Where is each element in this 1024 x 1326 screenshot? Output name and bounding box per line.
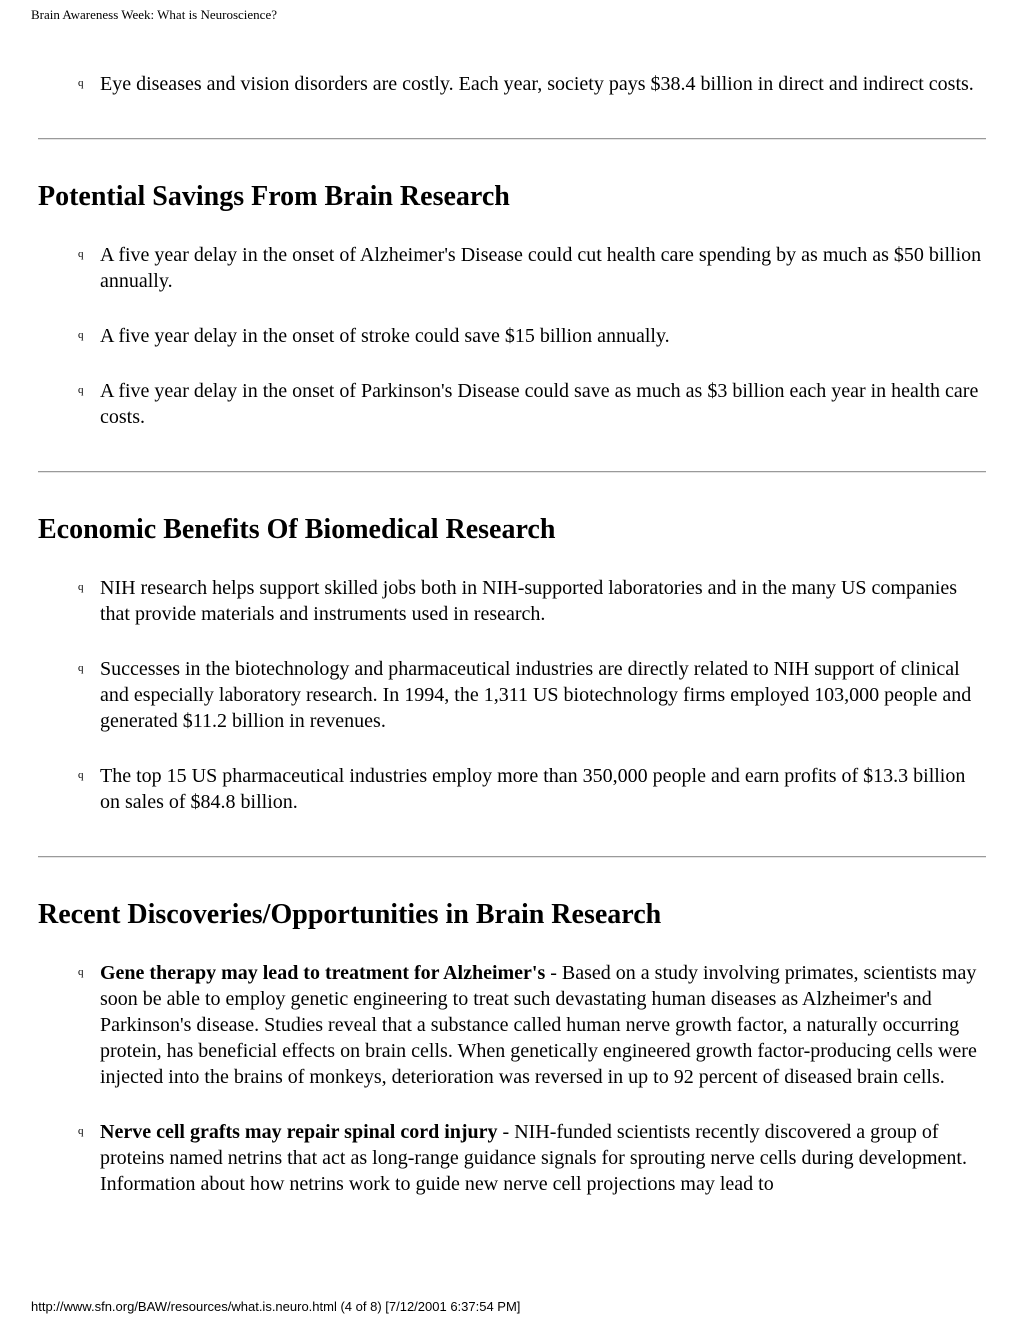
list-item: [38, 1119, 986, 1197]
list-item: [38, 763, 986, 815]
list-item: [38, 242, 986, 294]
bullet-text: [100, 1121, 967, 1195]
bullet-icon: q: [78, 329, 84, 341]
section-divider: [38, 856, 986, 858]
discovery-description: - NIH-funded scientists recently discovered a group of proteins named netrins that act as long-range guidance signals for sprouting nerve cells during development. Information about how netrins work to guide new nerve cell projections may lead to: [100, 1121, 967, 1195]
section-heading-potential-savings: Potential Savings From Brain Research: [38, 181, 510, 212]
bullet-icon: q: [78, 966, 84, 978]
list-item: [38, 575, 986, 627]
bullet-icon: q: [78, 1125, 84, 1137]
bullet-text: The top 15 US pharmaceutical industries employ more than 350,000 people and earn profits of $13.3 billion on sales of $84.8 billion.: [100, 765, 966, 813]
bullet-icon: q: [78, 384, 84, 396]
bullet-text: Successes in the biotechnology and pharmaceutical industries are directly related to NIH support of clinical and especially laboratory research. In 1994, the 1,311 US biotechnology firms employed 103,000 people and generated $11.2 billion in revenues.: [100, 658, 972, 732]
list-item: [38, 71, 986, 97]
bullet-text: [100, 962, 977, 1088]
discovery-description: - Based on a study involving primates, scientists may soon be able to employ genetic engineering to treat such devastating human diseases as Alzheimer's and Parkinson's disease. Studies reveal that a substance called human nerve growth factor, a naturally occurring protein, has beneficial effects on brain cells. When genetically engineered growth factor-producing cells were injected into the brains of monkeys, deterioration was reversed in up to 92 percent of diseased brain cells.: [100, 962, 977, 1088]
page-header-title: Brain Awareness Week: What is Neuroscience?: [31, 7, 277, 22]
section-heading-recent-discoveries: Recent Discoveries/Opportunities in Brain Research: [38, 899, 662, 930]
economic-benefits-list: [38, 575, 986, 815]
bullet-icon: q: [78, 662, 84, 674]
bullet-text: Eye diseases and vision disorders are costly. Each year, society pays $38.4 billion in direct and indirect costs.: [100, 73, 974, 95]
discovery-title: Gene therapy may lead to treatment for Alzheimer's: [100, 962, 546, 984]
intro-bullet-list: [38, 71, 986, 97]
discovery-title: Nerve cell grafts may repair spinal cord injury: [100, 1121, 498, 1143]
document-body: [38, 71, 986, 1197]
list-item: [38, 378, 986, 430]
bullet-icon: q: [78, 769, 84, 781]
potential-savings-list: [38, 242, 986, 430]
bullet-text: A five year delay in the onset of stroke could save $15 billion annually.: [100, 325, 670, 347]
bullet-text: NIH research helps support skilled jobs both in NIH-supported laboratories and in the many US companies that provide materials and instruments used in research.: [100, 577, 958, 625]
section-heading-economic-benefits: Economic Benefits Of Biomedical Research: [38, 514, 556, 545]
section-divider: [38, 138, 986, 140]
bullet-icon: q: [78, 581, 84, 593]
list-item: [38, 656, 986, 734]
list-item: [38, 960, 986, 1090]
bullet-icon: q: [78, 248, 84, 260]
recent-discoveries-list: [38, 960, 986, 1197]
list-item: [38, 323, 986, 349]
page-footer-url: http://www.sfn.org/BAW/resources/what.is.neuro.html (4 of 8) [7/12/2001 6:37:54 PM]: [31, 1299, 521, 1314]
bullet-text: A five year delay in the onset of Alzheimer's Disease could cut health care spending by as much as $50 billion annually.: [100, 244, 982, 292]
bullet-icon: q: [78, 77, 84, 89]
bullet-text: A five year delay in the onset of Parkinson's Disease could save as much as $3 billion each year in health care costs.: [100, 380, 979, 428]
section-divider: [38, 471, 986, 473]
